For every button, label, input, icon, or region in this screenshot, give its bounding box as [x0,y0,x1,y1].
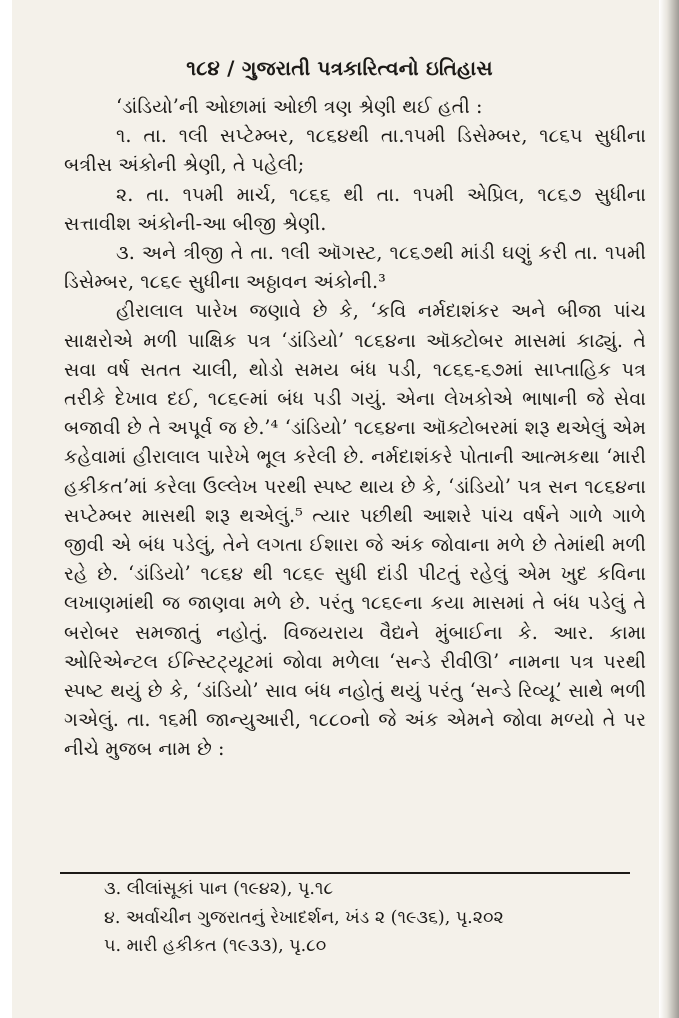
footnotes [104,875,634,961]
footnote-3: ૩. લીલાંસૂકાં પાન (૧૯૪૨), પૃ.૧૮ [104,879,334,899]
paragraph-main: હીરાલાલ પારેખ જણાવે છે કે, ‘કવિ નર્મદાશંકર અને બીજા પાંચ સાક્ષરોએ મળી પાક્ષિક પત્ર ‘ડાંડિયો’ ૧૮૬૪ના ઑક્ટોબર માસમાં કાઢ્યું. તે સવા વર્ષ સતત ચાલી, થોડો સમય બંધ પડી, ૧૮૬૬-૬૭માં સાપ્તાહિક પત્ર તરીકે દેખાવ દઈ, ૧૮૬૯માં બંધ પડી ગયું. એના લેખકોએ ભાષાની જે સેવા બજાવી છે તે અપૂર્વ જ છે.’⁴ ‘ડાંડિયો’ ૧૮૬૪ના ઑક્ટોબરમાં શરૂ થએલું એમ કહેવામાં હીરાલાલ પારેખે ભૂલ કરેલી છે. નર્મદાશંકરે પોતાની આત્મકથા ‘મારી હકીકત’માં કરેલા ઉલ્લેખ પરથી સ્પષ્ટ થાય છે કે, ‘ડાંડિયો’ પત્ર સન ૧૮૬૪ના સપ્ટેમ્બર માસથી શરૂ થએલું.⁵ ત્યાર પછીથી આશરે પાંચ વર્ષને ગાળે ગાળે જીવી એ બંધ પડેલું, તેને લગતા ઈશારા જે અંક જોવાના મળે છે તેમાંથી મળી રહે છે. ‘ડાંડિયો’ ૧૮૬૪ થી ૧૮૬૯ સુધી દાંડી પીટતું રહેલું એમ ખુદ કવિના લખાણમાંથી જ જાણવા મળે છે. પરંતુ ૧૮૬૯ના કયા માસમાં તે બંધ પડેલું તે બરોબર સમજાતું નહોતું. વિજયરાય વૈદ્યને મુંબાઈના કે. આર. કામા ઓરિએન્ટલ ઈન્સ્ટિટ્યૂટમાં જોવા મળેલા ‘સન્ડે રીવીઊ’ નામના પત્ર પરથી સ્પષ્ટ થયું છે કે, ‘ડાંડિયો’ સાવ બંધ નહોતું થયું પરંતુ ‘સન્ડે રિવ્યૂ’ સાથે ભળી ગએલું. તા. ૧૬મી જાન્યુઆરી, ૧૮૮૦નો જે અંક એમને જોવા મળ્યો તે પર નીચે મુજબ નામ છે : [64,299,646,761]
page-edge [659,0,679,1018]
paragraph-intro: ‘ડાંડિયો’ની ઓછામાં ઓછી ત્રણ શ્રેણી થઈ હતી : [116,95,483,118]
paragraph-series-3: ૩. અને ત્રીજી તે તા. ૧લી ઑગસ્ટ, ૧૮૬૭થી માંડી ઘણું કરી તા. ૧૫મી ડિસેમ્બર, ૧૮૬૯ સુધીના અઠ્ઠાવન અંકોની.³ [64,241,646,294]
paragraph-series-2: ૨. તા. ૧૫મી માર્ચ, ૧૮૬૬ થી તા. ૧૫મી એપ્રિલ, ૧૮૬૭ સુધીના સત્તાવીશ અંકોની-આ બીજી શ્રેણી. [64,182,646,235]
footnote-5: ૫. મારી હકીકત (૧૯૩૩), પૃ.૮૦ [104,936,327,956]
body-text [64,92,646,764]
footnote-4: ૪. અર્વાચીન ગુજરાતનું રેખાદર્શન, ખંડ ૨ (૧૯૩૬), પૃ.૨૦૨ [104,907,504,928]
page-header: ૧૮૪ / ગુજરાતી પત્રકારિત્વનો ઇતિહાસ [186,56,493,80]
footnote-rule [60,872,630,874]
paragraph-series-1: ૧. તા. ૧લી સપ્ટેમ્બર, ૧૮૬૪થી તા.૧૫મી ડિસેમ્બર, ૧૮૬૫ સુધીના બત્રીસ અંકોની શ્રેણી, તે પહેલી; [64,124,646,177]
